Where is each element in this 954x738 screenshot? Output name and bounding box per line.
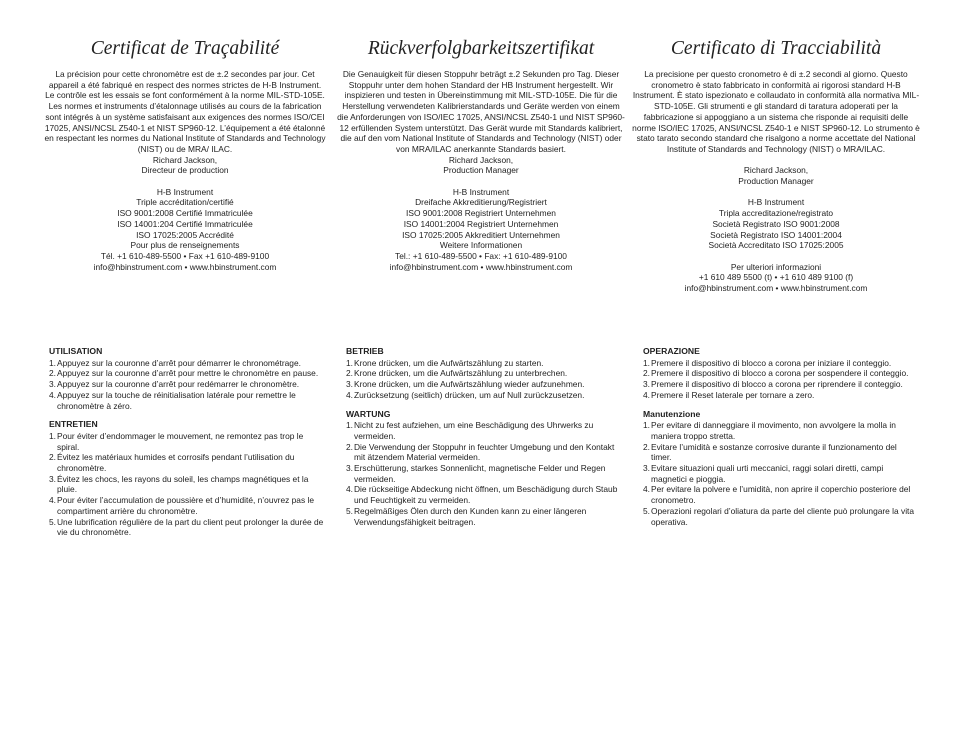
usage-heading-french: UTILISATION: [49, 346, 103, 356]
certificate-text-german: [336, 69, 626, 272]
company-name-italian: H-B Instrument: [747, 197, 805, 208]
accreditation-line-italian: Società Registrato ISO 9001:2008: [712, 218, 840, 229]
list-item: 4. Per evitare la polvere e l’umidità, non aprire il coperchio posteriore del cronometro.: [643, 484, 911, 506]
care-heading-french: ENTRETIEN: [49, 419, 98, 430]
list-item: 1. Premere il dispositivo di blocco a corona per iniziare il conteggio.: [643, 357, 892, 368]
certificate-text-italian: [631, 69, 921, 294]
accreditation-line-german: ISO 14001:2004 Registriert Unternehmen: [403, 218, 559, 229]
list-item: 3. Erschütterung, starkes Sonnenlicht, magnetische Felder und Regen vermeiden.: [346, 463, 606, 484]
list-item: 2. Krone drücken, um die Aufwärtszählung zu unterbrechen.: [346, 368, 568, 379]
accreditation-line-italian: Società Accreditato ISO 17025:2005: [708, 240, 844, 251]
certificate-body-french: La précision pour cette chronomètre est de ±.2 secondes par jour. Cet appareil a été fabriqué en respect des normes strictes de H-B Instrument. Le contrôle est les essais se font conformément à la norme MIL-STD-105E. Les normes et instruments d’étalonnage utilisés au cours de la fabrication sont intégrés à un système satisfaisant aux exigences des normes ISO/CEI 17025, ANSI/NCSL Z540-1 et NIST SP960-12. L’équipement a été étalonné en respectant les normes du National Institute of Standards and Technology (NIST) ou de MRA/ ILAC.: [44, 69, 326, 154]
email-web-german: info@hbinstrument.com • www.hbinstrument.com: [389, 261, 573, 272]
phone-fax-french: Tél. +1 610-489-5500 • Fax +1 610-489-9100: [100, 250, 270, 261]
more-info-french: Pour plus de renseignements: [130, 240, 240, 251]
list-item: 2. Die Verwendung der Stoppuhr in feuchter Umgebung und den Kontakt mit ätzendem Material vermeiden.: [346, 441, 615, 463]
instructions-german: [346, 346, 618, 527]
accreditation-line-german: ISO 9001:2008 Registriert Unternehmen: [406, 208, 556, 219]
certificate-french: [44, 38, 326, 272]
list-item: 4. Appuyez sur la touche de réinitialisation latérale pour remettre le chronomètre à zéro.: [49, 389, 296, 411]
signer-name-italian: Richard Jackson,: [743, 165, 809, 176]
list-item: 3. Krone drücken, um die Aufwärtszählung wieder aufzunehmen.: [346, 379, 585, 390]
phone-fax-german: Tel.: +1 610-489-5500 • Fax: +1 610-489-9100: [395, 250, 567, 261]
accreditation-line-french: ISO 17025:2005 Accrédité: [136, 229, 234, 240]
accreditation-line-italian: Tripla accreditazione/registrato: [718, 208, 834, 219]
list-item: 2. Evitare l’umidità e sostanze corrosive durante il funzionamento del timer.: [643, 441, 897, 463]
accreditation-line-french: Triple accréditation/certifié: [136, 197, 234, 208]
usage-list-french: [49, 358, 325, 412]
phone-fax-italian: +1 610 489 5500 (t) • +1 610 489 9100 (f): [698, 272, 854, 283]
list-item: 5. Operazioni regolari d’oliatura da parte del cliente può prolungare la vita operativa.: [643, 505, 915, 527]
signer-name-french: Richard Jackson,: [152, 154, 218, 165]
company-name-german: H-B Instrument: [452, 186, 510, 197]
usage-heading-italian: OPERAZIONE: [643, 346, 700, 356]
company-name-french: H-B Instrument: [156, 186, 214, 197]
care-list-french: [49, 431, 325, 538]
care-list-italian: [643, 420, 915, 527]
list-item: 4. Pour éviter l’accumulation de poussière et d’humidité, n’ouvrez pas le compartiment arrière du chronomètre.: [49, 495, 314, 516]
certificate-title-german: Rückverfolgbarkeitszertifikat: [367, 38, 595, 59]
certificate-body-german: Die Genauigkeit für diesen Stoppuhr beträgt ±.2 Sekunden pro Tag. Dieser Stoppuhr unter dem hohen Standard der HB Instrument hergestellt. Wir inspizieren und testen in Übereinstimmung mit MIL-STD-105E. Die für die Herstellung verwendeten Kalibrierstandards und Geräte werden von einem die Anforderungen von ISO/IEC 17025, ANSI/NCSL Z540-1 und NIST SP960-12 erfüllenden System unterstützt. Das Gerät wurde mit Standards kalibriert, die auf den vom National Institute of Standards and Technology (NIST) oder von MRA/ILAC anerkannte Standards basiert.: [337, 69, 625, 154]
usage-list-german: [346, 358, 618, 401]
accreditation-line-french: ISO 9001:2008 Certifié Immatriculée: [117, 208, 253, 219]
usage-list-italian: [643, 358, 915, 401]
certificate-german: [336, 38, 626, 272]
instructions-french: [49, 346, 325, 538]
list-item: 3. Evitare situazioni quali urti meccanici, raggi solari diretti, campi magnetici e pioggia.: [643, 463, 884, 484]
certificate-text-french: [44, 69, 326, 272]
list-item: 2. Évitez les matériaux humides et corrosifs pendant l’utilisation du chronomètre.: [49, 452, 295, 474]
certificate-italian: [631, 38, 921, 294]
list-item: 1. Appuyez sur la couronne d’arrêt pour démarrer le chronométrage.: [49, 357, 301, 368]
list-item: 4. Die rückseitige Abdeckung nicht öffnen, um Beschädigung durch Staub und Feuchtigkeit zu vermeiden.: [346, 484, 618, 506]
list-item: 2. Appuyez sur la couronne d’arrêt pour mettre le chronomètre en pause.: [49, 368, 319, 379]
usage-heading-german: BETRIEB: [346, 346, 384, 356]
list-item: 2. Premere il dispositivo di blocco a corona per sospendere il conteggio.: [643, 368, 909, 379]
certificate-body-italian: La precisione per questo cronometro è di ±.2 secondi al giorno. Questo cronometro è stato fabbricato in conformità ai rigorosi standard H-B Instrument. È stato ispezionato e collaudato in conformità alla normativa MIL-STD-105E. Gli strumenti e gli standard di taratura adoperati per la fabbricazione si appoggiano a un sistema che risponde ai requisiti delle norme ISO/IEC 17025, ANSI/NCSL Z540-1 e NIST SP960-12. Lo strumento è stato tarato secondo standard che risalgono a norme accettate del National Institute of Standards and Technology (NIST) o MRA/ILAC.: [632, 69, 920, 154]
list-item: 4. Zurücksetzung (seitlich) drücken, um auf Null zurückzusetzen.: [346, 389, 585, 400]
list-item: 1. Pour éviter d’endommager le mouvement, ne remontez pas trop le spiral.: [49, 430, 304, 452]
list-item: 3. Appuyez sur la couronne d’arrêt pour redémarrer le chronomètre.: [49, 379, 300, 390]
care-list-german: [346, 420, 618, 527]
certificate-title-french: Certificat de Traçabilité: [90, 38, 280, 59]
list-item: 1. Per evitare di danneggiare il movimento, non avvolgere la molla in maniera troppo stretta.: [643, 420, 896, 441]
accreditation-line-german: Dreifache Akkreditierung/Registriert: [415, 197, 547, 208]
list-item: 1. Nicht zu fest aufziehen, um eine Beschädigung des Uhrwerks zu vermeiden.: [346, 420, 594, 441]
more-info-italian: Per ulteriori informazioni: [730, 261, 822, 272]
signer-role-french: Directeur de production: [141, 165, 229, 176]
email-web-french: info@hbinstrument.com • www.hbinstrument.com: [93, 261, 277, 272]
list-item: 5. Regelmäßiges Ölen durch den Kunden kann zu einer längeren Verwendungsfähigkeit beitragen.: [346, 505, 587, 527]
signer-role-german: Production Manager: [443, 165, 519, 176]
list-item: 3. Évitez les chocs, les rayons du soleil, les champs magnétiques et la pluie.: [49, 473, 309, 495]
more-info-german: Weitere Informationen: [439, 240, 523, 251]
signer-name-german: Richard Jackson,: [448, 154, 514, 165]
certificate-title-italian: Certificato di Tracciabilità: [670, 38, 882, 59]
care-heading-german: WARTUNG: [346, 408, 391, 419]
list-item: 3. Premere il dispositivo di blocco a corona per riprendere il conteggio.: [643, 379, 903, 390]
care-heading-italian: Manutenzione: [643, 408, 701, 419]
list-item: 4. Premere il Reset laterale per tornare a zero.: [643, 389, 815, 400]
list-item: 5. Une lubrification régulière de la part du client peut prolonger la durée de vie du chronomètre.: [49, 516, 324, 538]
instructions-italian: [643, 346, 915, 527]
accreditation-line-french: ISO 14001:204 Certifié Immatriculée: [117, 218, 253, 229]
list-item: 1. Krone drücken, um die Aufwärtszählung zu starten.: [346, 357, 544, 368]
email-web-italian: info@hbinstrument.com • www.hbinstrument.com: [684, 283, 868, 294]
accreditation-line-german: ISO 17025:2005 Akkreditiert Unternehmen: [402, 229, 560, 240]
accreditation-line-italian: Società Registrato ISO 14001:2004: [710, 229, 842, 240]
signer-role-italian: Production Manager: [738, 176, 814, 187]
